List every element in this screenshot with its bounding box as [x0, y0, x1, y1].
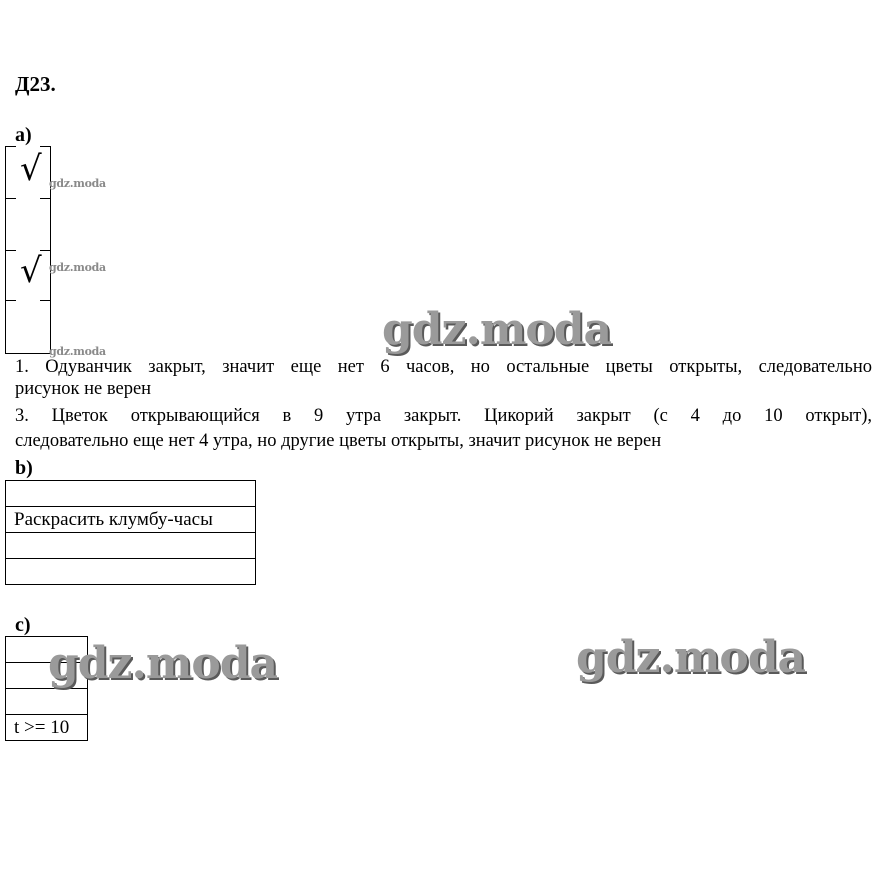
- answer-1-line-1: 1. Одуванчик закрыт, значит еще нет 6 часов, но остальные цветы открыты, следовательно: [15, 357, 872, 377]
- watermark: gdz.moda: [49, 177, 106, 190]
- table-cell: [6, 689, 88, 715]
- part-a-label: а): [15, 124, 32, 146]
- table-cell: Раскрасить клумбу-часы: [6, 507, 256, 533]
- check-mark-icon: √: [20, 251, 42, 291]
- table-cell: [6, 481, 256, 507]
- table-row: [6, 507, 256, 533]
- watermark: gdz.moda: [48, 638, 278, 689]
- table-row: [6, 715, 88, 741]
- table-row: [6, 481, 256, 507]
- table-row: [6, 689, 88, 715]
- answer-3-line-2: следовательно еще нет 4 утра, но другие цветы открыты, значит рисунок не верен: [15, 431, 662, 451]
- table-cell: [6, 559, 256, 585]
- table-cell: t >= 10: [6, 715, 88, 741]
- part-b-table: [5, 480, 256, 585]
- check-mark-icon: √: [20, 149, 42, 189]
- watermark: gdz.moda: [382, 304, 612, 355]
- answer-3-line-1: 3. Цветок открывающийся в 9 утра закрыт. Цикорий закрыт (с 4 до 10 открыт),: [15, 406, 872, 426]
- watermark: gdz.moda: [49, 261, 106, 274]
- table-row: [6, 559, 256, 585]
- watermark: gdz.moda: [576, 632, 806, 683]
- row-divider: [6, 353, 50, 354]
- answer-1-line-2: рисунок не верен: [15, 379, 152, 399]
- table-row: [6, 533, 256, 559]
- watermark: gdz.moda: [49, 345, 106, 358]
- part-b-label: b): [15, 457, 33, 479]
- table-cell: [6, 533, 256, 559]
- part-c-label: c): [15, 614, 31, 636]
- part-a-check-column: [5, 146, 51, 354]
- exercise-heading: Д23.: [15, 72, 56, 96]
